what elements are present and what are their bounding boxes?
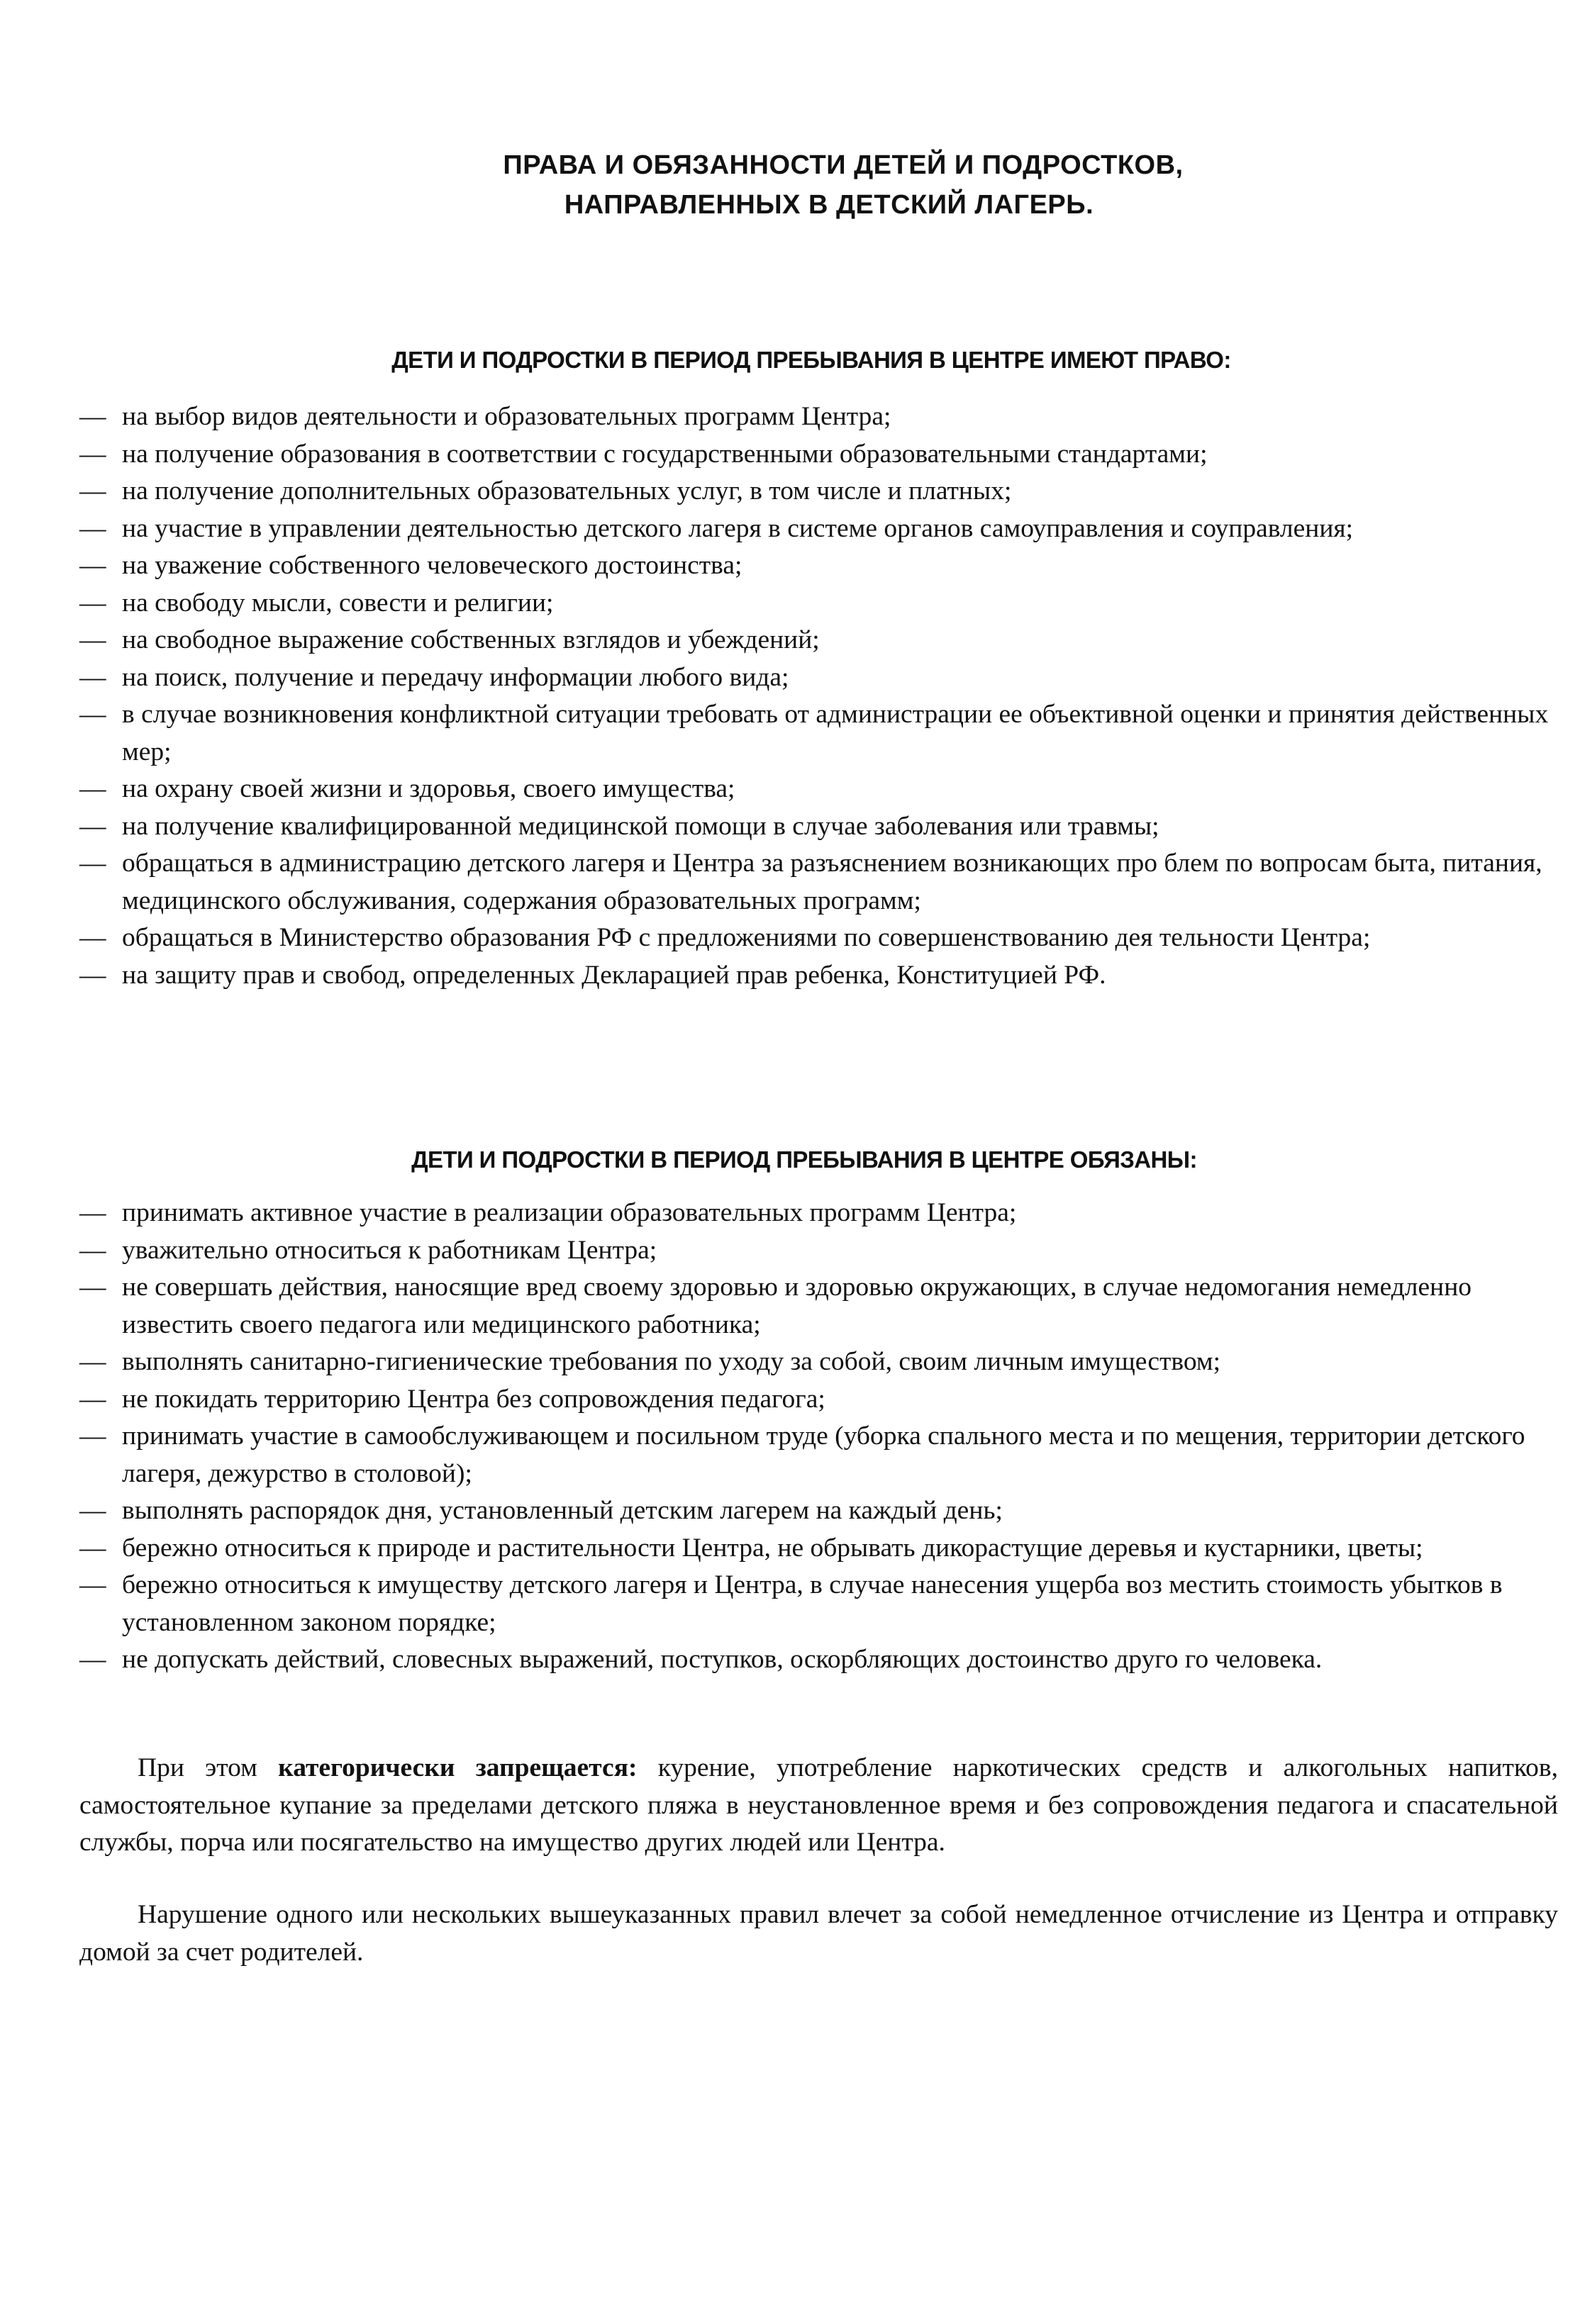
rights-list <box>79 398 1558 994</box>
list-item: — на получение образования в соответствии с государственными образовательными стандартами; <box>79 436 1558 474</box>
list-item: — на получение квалифицированной медицинской помощи в случае заболевания или травмы; <box>79 808 1558 846</box>
prohibited-text: курение, употребление наркотических средств и алкогольных напитков, самостоятельное купание за пределами детского пляжа в неустановленное время и без сопровождения педагога и спасательной службы, порча или посягательство на имущество других людей или Центра. <box>79 1753 1558 1857</box>
list-item: — принимать активное участие в реализации образовательных программ Центра; <box>79 1195 1558 1232</box>
list-item: — в случае возникновения конфликтной ситуации требовать от администрации ее объективной оценки и принятия действенных мер; <box>79 696 1558 771</box>
list-item: — на участие в управлении деятельностью детского лагеря в системе органов самоуправления и соуправления; <box>79 510 1558 548</box>
list-item: — на защиту прав и свобод, определенных Декларацией прав ребенка, Конституцией РФ. <box>79 957 1558 995</box>
document-title <box>0 145 1580 225</box>
list-item: — принимать участие в самообслуживающем и посильном труде (уборка спального места и по мещения, территории детского лагеря, дежурство в столовой); <box>79 1418 1558 1492</box>
title-line-2: НАПРАВЛЕННЫХ В ДЕТСКИЙ ЛАГЕРЬ. <box>564 190 1094 220</box>
rights-heading: ДЕТИ И ПОДРОСТКИ В ПЕРИОД ПРЕБЫВАНИЯ В ЦЕНТРЕ ИМЕЮТ ПРАВО: <box>391 347 1231 373</box>
list-item: — на поиск, получение и передачу информации любого вида; <box>79 659 1558 697</box>
prohibited-lead: При этом <box>138 1753 279 1782</box>
list-item: — на охрану своей жизни и здоровья, своего имущества; <box>79 771 1558 808</box>
prohibited-paragraph <box>79 1750 1558 1862</box>
list-item: — уважительно относиться к работникам Центра; <box>79 1232 1558 1270</box>
title-line-1: ПРАВА И ОБЯЗАННОСТИ ДЕТЕЙ И ПОДРОСТКОВ, <box>503 150 1184 180</box>
list-item: — на свободу мысли, совести и религии; <box>79 585 1558 622</box>
list-item: — на получение дополнительных образовательных услуг, в том числе и платных; <box>79 473 1558 510</box>
list-item: — бережно относиться к природе и растительности Центра, не обрывать дикорастущие деревья и кустарники, цветы; <box>79 1530 1558 1568</box>
list-item: — на выбор видов деятельности и образовательных программ Центра; <box>79 398 1558 436</box>
list-item: — не совершать действия, наносящие вред своему здоровью и здоровью окружающих, в случае недомогания немедленно известить своего педагога или медицинского работника; <box>79 1269 1558 1343</box>
list-item: — выполнять санитарно-гигиенические требования по уходу за собой, своим личным имуществом; <box>79 1343 1558 1381</box>
violation-paragraph: Нарушение одного или нескольких вышеуказанных правил влечет за собой немедленное отчисление из Центра и отправку домой за счет родителей. <box>79 1900 1558 1967</box>
list-item: — на уважение собственного человеческого достоинства; <box>79 547 1558 585</box>
list-item: — выполнять распорядок дня, установленный детским лагерем на каждый день; <box>79 1492 1558 1530</box>
duties-heading: ДЕТИ И ПОДРОСТКИ В ПЕРИОД ПРЕБЫВАНИЯ В ЦЕНТРЕ ОБЯЗАНЫ: <box>411 1146 1197 1173</box>
duties-list <box>79 1195 1558 1679</box>
prohibited-emphasis: категорически запрещается: <box>278 1753 638 1782</box>
list-item: — бережно относиться к имуществу детского лагеря и Центра, в случае нанесения ущерба воз местить стоимость убытков в установленном законом порядке; <box>79 1567 1558 1641</box>
list-item: — не допускать действий, словесных выражений, поступков, оскорбляющих достоинство друго го человека. <box>79 1641 1558 1679</box>
list-item: — не покидать территорию Центра без сопровождения педагога; <box>79 1381 1558 1419</box>
list-item: — на свободное выражение собственных взглядов и убеждений; <box>79 622 1558 659</box>
list-item: — обращаться в Министерство образования РФ с предложениями по совершенствованию дея тельности Центра; <box>79 920 1558 957</box>
list-item: — обращаться в администрацию детского лагеря и Центра за разъяснением возникающих про блем по вопросам быта, питания, медицинского обслуживания, содержания образовательных программ; <box>79 845 1558 920</box>
